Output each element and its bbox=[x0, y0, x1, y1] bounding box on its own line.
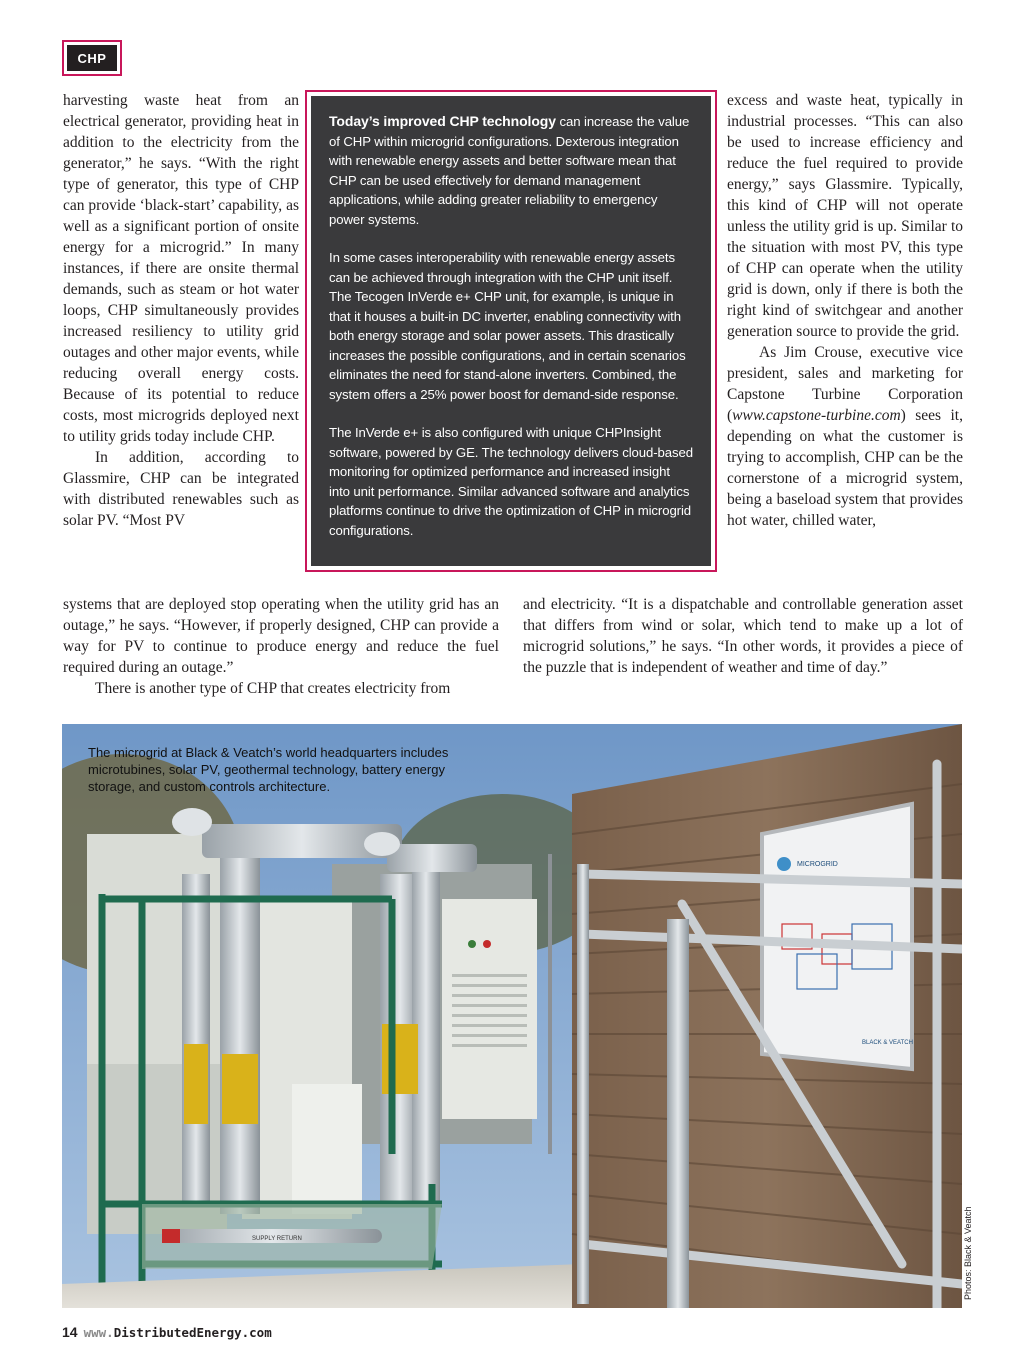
photo-illustration bbox=[62, 724, 962, 1308]
sidebar-box bbox=[305, 90, 717, 572]
sign-title: MICROGRID bbox=[797, 861, 838, 868]
right-wide-paragraph: and electricity. “It is a dispatchable and controllable generation asset that differs from wind or solar, which tend to make up a lot of microgrid solutions,” he says. “In other words, it provides a piece of the puzzle that is independent of weather and time of day.” bbox=[523, 596, 963, 676]
photo-caption: The microgrid at Black & Veatch’s world headquarters includes microtubines, solar PV, geothermal technology, battery energy storage, and custom controls architecture. bbox=[88, 745, 449, 794]
sign-brand: BLACK & VEATCH bbox=[862, 1040, 913, 1046]
section-tag-label: CHP bbox=[67, 45, 117, 71]
photo-credit: Photos: Black & Veatch bbox=[963, 1206, 973, 1300]
page-number: 14 bbox=[62, 1324, 78, 1340]
sidebar-paragraph-2: In some cases interoperability with renewable energy assets can be achieved through integration with the CHP unit itself. The Tecogen InVerde e+ CHP unit, for example, is unique in that it houses a built-in DC inverter, enabling connectivity with both energy storage and solar power assets. This drastically increases the possible configurations, and in certain scenarios eliminates the need for stand-alone inverters. Combined, the system offers a 25% power boost for demand-side response. bbox=[329, 250, 686, 402]
pipe-label: SUPPLY RETURN bbox=[252, 1236, 302, 1242]
right-paragraph-2-text: As Jim Crouse, executive vice president, sales and marketing for Capstone Turbine Corporation ( bbox=[727, 344, 963, 424]
left-wide-paragraph-1: systems that are deployed stop operating when the utility grid has an outage,” he says. “However, if properly designed, CHP can provide a way for PV to continue to produce energy and reduce the fuel required during an outage.” bbox=[63, 596, 499, 676]
sidebar-paragraph-1-text: can increase the value of CHP within microgrid configurations. Dexterous integration with renewable energy assets and better software mean that CHP can be used effectively for demand management applications, while adding greater reliability to emergency power systems. bbox=[329, 114, 690, 227]
sidebar-paragraph-1 bbox=[329, 112, 693, 229]
left-column bbox=[63, 90, 299, 531]
left-wide-paragraph-2: There is another type of CHP that creates electricity from bbox=[95, 680, 451, 697]
section-tag bbox=[62, 40, 122, 76]
left-paragraph-2: In addition, according to Glassmire, CHP can be integrated with distributed renewables such as solar PV. “Most PV bbox=[63, 449, 299, 529]
right-column bbox=[727, 90, 963, 531]
right-paragraph-2 bbox=[727, 342, 963, 531]
right-paragraph-1: excess and waste heat, typically in industrial processes. “This can also be used to increase efficiency and reduce the fuel required to provide energy,” says Glassmire. Typically, this kind of CHP will not operate unless the utility grid is up. Similar to the situation with most PV, this type of CHP can operate when the utility grid is down, only if there is both the right kind of switchgear and another generation source to provide the grid. bbox=[727, 92, 963, 340]
left-wide-text bbox=[63, 594, 499, 699]
microgrid-photo bbox=[62, 724, 962, 1308]
footer-url-prefix[interactable]: www. bbox=[83, 1325, 114, 1340]
footer-url-site[interactable]: DistributedEnergy.com bbox=[113, 1325, 272, 1340]
sidebar-content bbox=[311, 96, 711, 566]
left-paragraph-1: harvesting waste heat from an electrical generator, providing heat in addition to the electricity from the generator,” he says. “With the right type of generator, this type of CHP can provide ‘black-start’ capability, as well as a significant portion of onsite energy for a microgrid.” In many instances, if there are onsite thermal demands, such as steam or hot water loops, CHP simultaneously provides increased resiliency to utility grid outages and other major events, while reducing overall energy costs. Because of its potential to reduce costs, most microgrids deployed next to utility grids today include CHP. bbox=[63, 92, 299, 445]
capstone-url-link[interactable]: www.capstone-turbine.com bbox=[732, 407, 901, 424]
sidebar-lead: Today’s improved CHP technology bbox=[329, 113, 556, 129]
page-footer bbox=[62, 1324, 272, 1340]
sidebar-paragraph-3: The InVerde e+ is also configured with unique CHPInsight software, powered by GE. The technology delivers cloud-based monitoring for optimized performance and increased insight into unit performance. Similar advanced software and analytics platforms continue to drive the optimization of CHP in microgrid configurations. bbox=[329, 425, 693, 538]
right-paragraph-2-text-end: ) sees it, depending on what the customer is trying to accomplish, CHP can be the cornerstone of a microgrid system, being a baseload system that provides hot water, chilled water, bbox=[727, 407, 963, 529]
right-wide-text bbox=[523, 594, 963, 678]
